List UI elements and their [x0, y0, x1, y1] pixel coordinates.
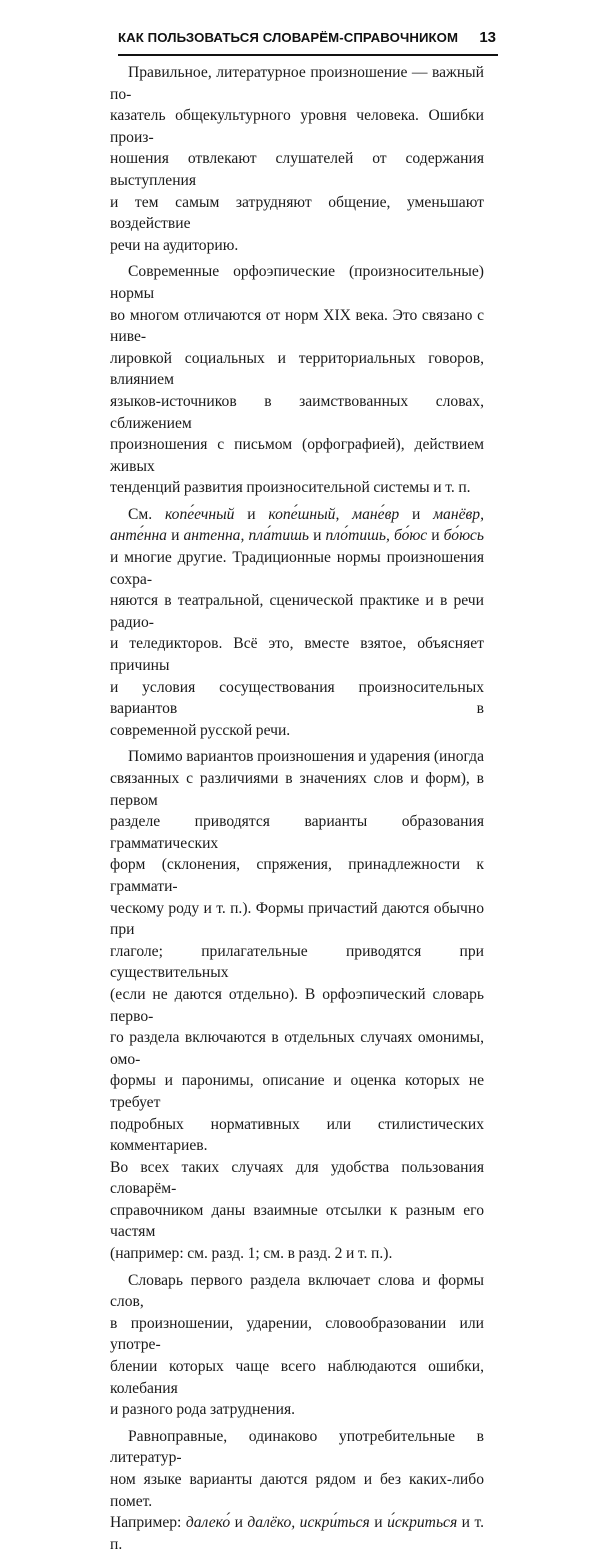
text-line: ческому роду и т. п.). Формы причастий даются обычно при [110, 899, 484, 939]
example-word: и́скриться [387, 1514, 458, 1532]
body-text [110, 62, 484, 1560]
header-title: КАК ПОЛЬЗОВАТЬСЯ СЛОВАРЁМ-СПРАВОЧНИКОМ [118, 30, 459, 45]
text-line: во многом отличаются от норм XIX века. Это связано с ниве- [110, 306, 484, 346]
text-line: Правильное, литературное произношение — важный по- [110, 64, 484, 103]
text-line: и теледикторов. Всё это, вместе взятое, объясняет причины [110, 635, 484, 675]
page-number: 13 [479, 29, 496, 46]
text-line: современной русской речи. [110, 721, 291, 739]
text-line: Например: далеко́ и далёко, искри́ться и и́скриться и т. п. [110, 1514, 484, 1553]
text-line: ном языке варианты даются рядом и без каких-либо помет. [110, 1471, 484, 1510]
paragraph-5 [110, 1270, 484, 1421]
paragraph-6 [110, 1426, 484, 1556]
text-line: го раздела включаются в отдельных случаях омонимы, омо- [110, 1029, 484, 1068]
paragraph-1 [110, 62, 484, 256]
text-line: подробных нормативных или стилистических комментариев. [110, 1115, 484, 1155]
text-line: Во всех таких случаях для удобства пользования словарём- [110, 1158, 484, 1198]
example-word: бо́юсь [443, 527, 484, 545]
text-line: в произношении, ударении, словообразовании или употре- [110, 1314, 484, 1354]
running-header [118, 28, 498, 56]
example-word: мане́вр [352, 505, 400, 523]
text-line: (например: см. разд. 1; см. в разд. 2 и т. п.). [110, 1245, 393, 1263]
text-line: (если не даются отдельно). В орфоэпический словарь перво- [110, 985, 484, 1025]
example-word: бо́юс [394, 527, 428, 545]
text-line: ношения отвлекают слушателей от содержания выступления [110, 150, 484, 189]
text-line: форм (склонения, спряжения, принадлежности к граммати- [110, 856, 484, 895]
text-line: тенденций развития произносительной системы и т. п. [110, 479, 471, 497]
example-word: искри́ться [299, 1514, 370, 1532]
text-line: блении которых чаще всего наблюдаются ошибки, колебания [110, 1358, 484, 1397]
paragraph-3 [110, 504, 484, 742]
example-word: манёвр, [433, 505, 484, 523]
text-line: См. копе́ечный и копе́шный, мане́вр и манёвр, [128, 505, 484, 523]
text-line: Словарь первого раздела включает слова и формы слов, [110, 1271, 484, 1311]
text-line: казатель общекультурного уровня человека. Ошибки произ- [110, 107, 484, 146]
text-line: глаголе; прилагательные приводятся при существительных [110, 942, 484, 982]
text-line: Равноправные, одинаково употребительные в литератур- [110, 1427, 484, 1467]
example-word: антенна, [183, 527, 245, 545]
example-word: копе́шный, [268, 505, 340, 523]
text-line: и условия сосуществования произносительных вариантов в [110, 678, 484, 718]
text-line: связанных с различиями в значениях слов и форм), в первом [110, 770, 484, 809]
text-line: и разного рода затруднения. [110, 1401, 296, 1419]
text-line: формы и паронимы, описание и оценка которых не требует [110, 1072, 484, 1111]
text-line: анте́нна и антенна, пла́тишь и пло́тишь, бо́юс и бо́юсь [110, 527, 484, 545]
example-word: далёко, [247, 1514, 296, 1532]
text-line: речи на аудиторию. [110, 236, 239, 254]
text-line: и тем самым затрудняют общение, уменьшают воздействие [110, 193, 484, 233]
example-word: пло́тишь, [325, 527, 390, 545]
text-line: языков-источников в заимствованных словах, сближением [110, 392, 484, 432]
text-line: справочником даны взаимные отсылки к разным его частям [110, 1201, 484, 1241]
example-word: пла́тишь [248, 527, 309, 545]
text-line: Помимо вариантов произношения и ударения (иногда [128, 748, 485, 766]
paragraph-4 [110, 746, 484, 1264]
example-word: копе́ечный [164, 505, 235, 523]
text-line: Современные орфоэпические (произносительные) нормы [110, 263, 484, 302]
text-line: лировкой социальных и территориальных говоров, влиянием [110, 349, 484, 389]
text-line: произношения с письмом (орфографией), действием живых [110, 436, 484, 475]
paragraph-2 [110, 261, 484, 499]
example-word: анте́нна [110, 527, 167, 545]
example-word: далеко́ [185, 1514, 231, 1532]
text-line: разделе приводятся варианты образования грамматических [110, 813, 484, 852]
text-line: и многие другие. Традиционные нормы произношения сохра- [110, 549, 484, 588]
text-line: няются в театральной, сценической практике и в речи радио- [110, 592, 484, 631]
